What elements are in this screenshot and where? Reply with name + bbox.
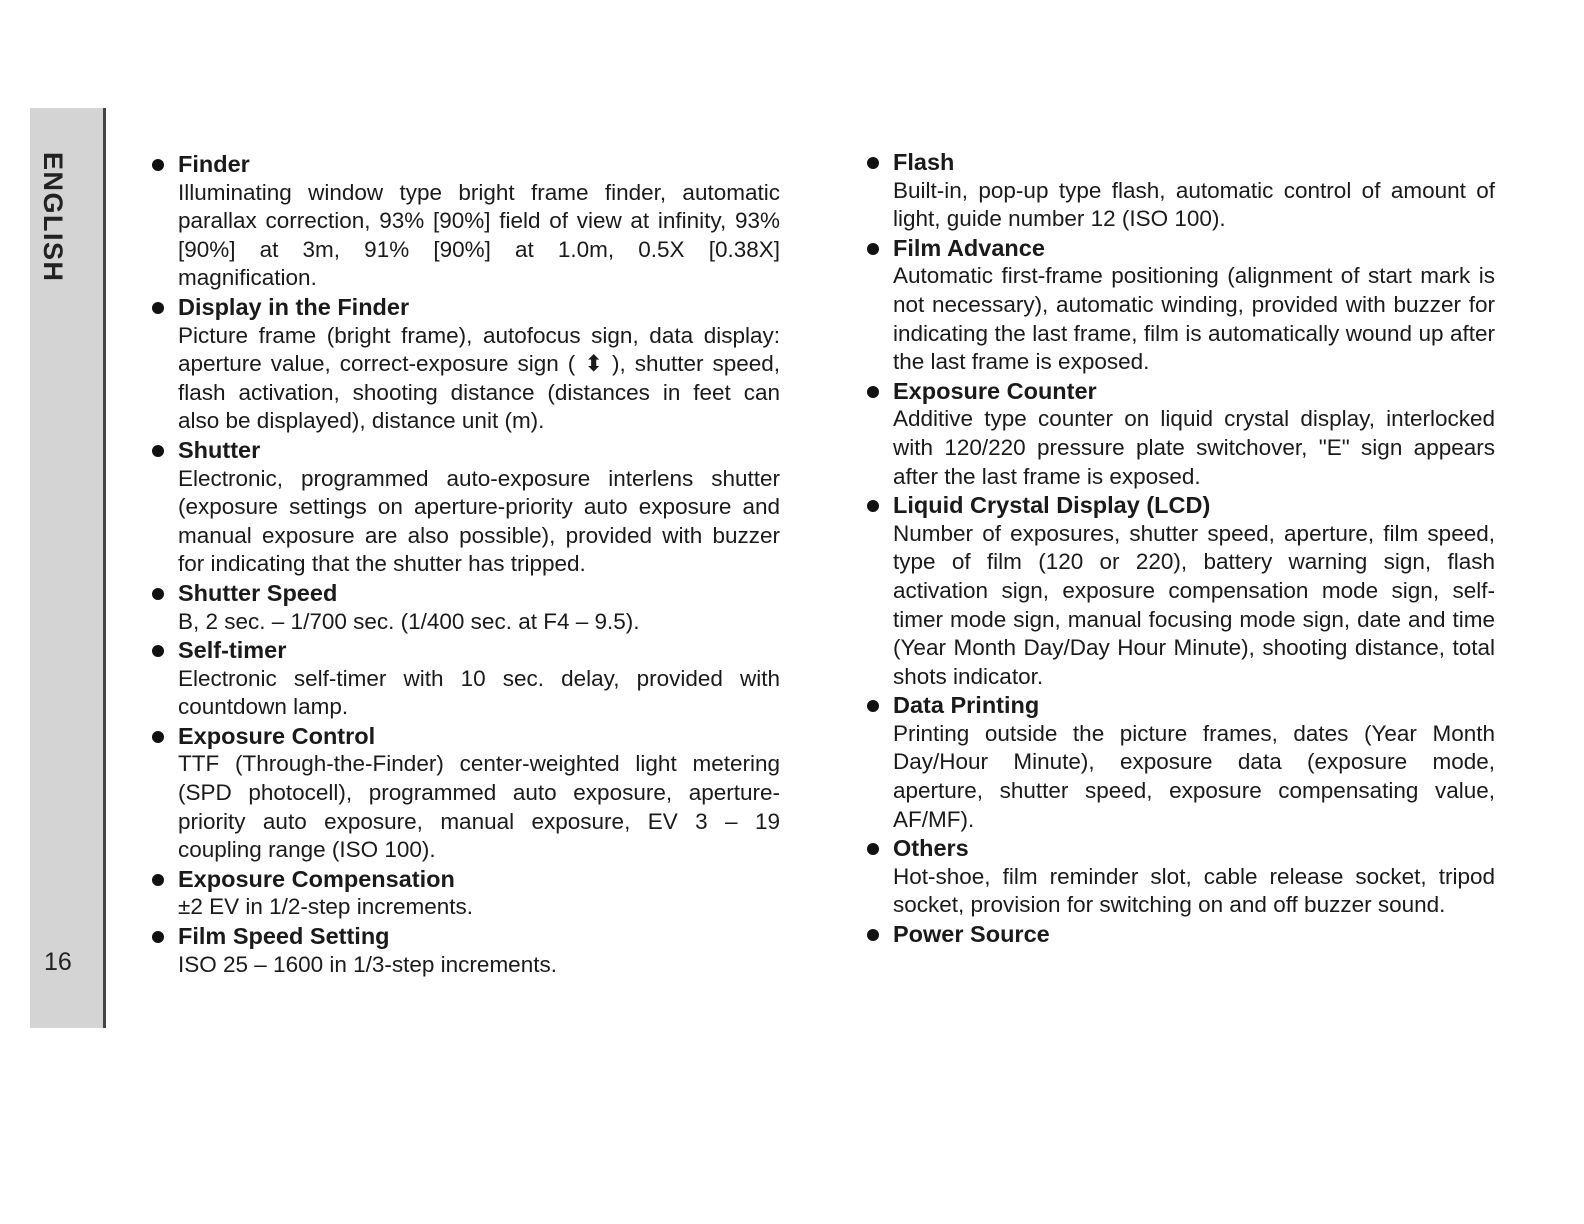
- spec-description: TTF (Through-the-Finder) center-weighted light metering (SPD photocell), programmed auto exposure, aperture-priority auto exposure, manual exposure, EV 3 – 19 coupling range (ISO 100).: [178, 751, 780, 863]
- spec-title: Film Advance: [893, 234, 1045, 261]
- spec-item-flash: [865, 148, 1495, 234]
- spec-description: Automatic first-frame positioning (alignment of start mark is not necessary), automatic winding, provided with buzzer for indicating the last frame, film is automatically wound up after the last frame is exposed.: [893, 263, 1495, 375]
- spec-item-finder: [150, 150, 780, 293]
- spec-item-lcd: [865, 491, 1495, 691]
- language-label-text: ENGLISH: [38, 152, 68, 283]
- bullet-icon: [152, 588, 164, 600]
- spec-item-film-speed-setting: [150, 922, 780, 979]
- spec-description: B, 2 sec. – 1/700 sec. (1/400 sec. at F4 – 9.5).: [178, 608, 640, 634]
- spec-title: Flash: [893, 149, 955, 175]
- bullet-icon: [152, 645, 164, 657]
- bullet-icon: [867, 700, 879, 712]
- spec-description: Illuminating window type bright frame finder, automatic parallax correction, 93% [90%] field of view at infinity, 93% [90%] at 3m, 91% [90%] at 1.0m, 0.5X [0.38X] magnification.: [178, 179, 780, 291]
- page-number: 16: [44, 948, 72, 976]
- bullet-icon: [152, 731, 164, 743]
- spec-item-data-printing: [865, 691, 1495, 834]
- spec-item-exposure-control: [150, 722, 780, 865]
- spec-title: Exposure Compensation: [178, 865, 455, 892]
- bullet-icon: [152, 302, 164, 314]
- bullet-icon: [152, 931, 164, 943]
- spec-title: Shutter: [178, 436, 261, 463]
- right-spec-column: [865, 148, 1495, 949]
- spec-item-others: [865, 834, 1495, 920]
- spec-item-display-in-finder: [150, 293, 780, 436]
- spec-title: Liquid Crystal Display (LCD): [893, 492, 1211, 519]
- spec-item-shutter: [150, 436, 780, 579]
- spec-title: Others: [893, 835, 969, 862]
- spec-title: Power Source: [893, 921, 1050, 948]
- spec-title: Film Speed Setting: [178, 923, 390, 950]
- spec-title: Exposure Counter: [893, 377, 1097, 404]
- spec-description: ISO 25 – 1600 in 1/3-step increments.: [178, 951, 557, 977]
- spec-title: Shutter Speed: [178, 579, 338, 606]
- spec-description: Additive type counter on liquid crystal display, interlocked with 120/220 pressure plate switchover, "E" sign appears after the last frame is exposed.: [893, 406, 1495, 489]
- spec-title: Self-timer: [178, 637, 287, 664]
- spec-title: Display in the Finder: [178, 293, 410, 320]
- bullet-icon: [152, 445, 164, 457]
- spec-item-self-timer: [150, 636, 780, 722]
- left-spec-column: [150, 150, 780, 979]
- spec-description: Printing outside the picture frames, dates (Year Month Day/Hour Minute), exposure data (exposure mode, aperture, shutter speed, exposure compensating value, AF/MF).: [893, 720, 1495, 832]
- bullet-icon: [867, 843, 879, 855]
- spec-description: Picture frame (bright frame), autofocus sign, data display: aperture value, correct-exposure sign ( ⬍ ), shutter speed, flash activation, shooting distance (distances in feet can also be displayed), distance unit (m).: [178, 322, 780, 434]
- bullet-icon: [867, 243, 879, 255]
- bullet-icon: [867, 500, 879, 512]
- spec-item-exposure-counter: [865, 377, 1495, 491]
- spec-title: Data Printing: [893, 692, 1040, 719]
- spec-title: Exposure Control: [178, 722, 376, 749]
- spec-item-exposure-compensation: [150, 865, 780, 922]
- spec-description: Electronic self-timer with 10 sec. delay, provided with countdown lamp.: [178, 665, 780, 720]
- spec-description: Hot-shoe, film reminder slot, cable release socket, tripod socket, provision for switching on and off buzzer sound.: [893, 863, 1495, 918]
- spec-item-power-source: [865, 920, 1495, 949]
- bullet-icon: [152, 159, 164, 171]
- spec-description: Built-in, pop-up type flash, automatic control of amount of light, guide number 12 (ISO 100).: [893, 177, 1495, 232]
- bullet-icon: [867, 157, 879, 169]
- bullet-icon: [152, 874, 164, 886]
- spec-item-film-advance: [865, 234, 1495, 377]
- spec-description: Number of exposures, shutter speed, aperture, film speed, type of film (120 or 220), battery warning sign, flash activation sign, exposure compensation mode sign, self-timer mode sign, manual focusing mode sign, date and time (Year Month Day/Day Hour Minute), shooting distance, total shots indicator.: [893, 520, 1495, 689]
- spec-item-shutter-speed: [150, 579, 780, 636]
- bullet-icon: [867, 386, 879, 398]
- spec-description: Electronic, programmed auto-exposure interlens shutter (exposure settings on aperture-priority auto exposure and manual exposure are also possible), provided with buzzer for indicating that the shutter has tripped.: [178, 465, 780, 577]
- bullet-icon: [867, 929, 879, 941]
- spec-description: ±2 EV in 1/2-step increments.: [178, 894, 473, 920]
- spec-title: Finder: [178, 151, 250, 177]
